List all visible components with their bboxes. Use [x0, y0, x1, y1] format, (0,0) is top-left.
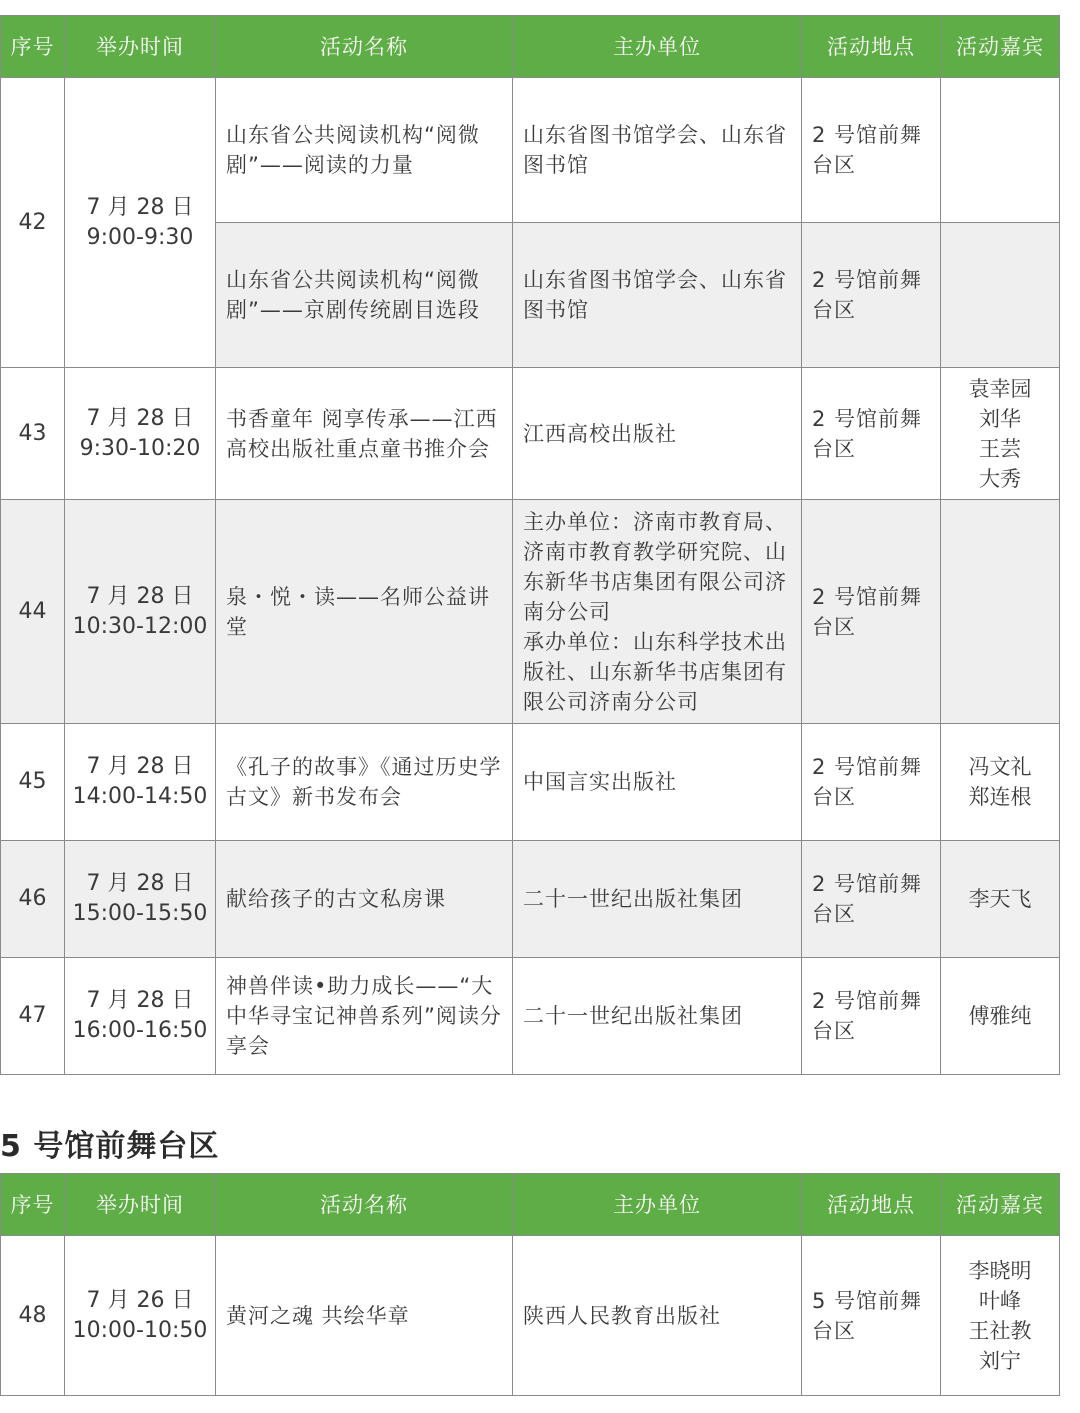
row-venue: 2 号馆前舞台区 [802, 724, 941, 841]
guest-name: 叶峰 [979, 1288, 1021, 1313]
row-venue: 2 号馆前舞台区 [802, 841, 941, 958]
row-guest [941, 78, 1060, 223]
header-organizer: 主办单位 [513, 1174, 802, 1236]
header-venue: 活动地点 [802, 1174, 941, 1236]
row-time-range: 16:00-16:50 [72, 1018, 208, 1043]
header-event: 活动名称 [216, 1174, 513, 1236]
row-guest [941, 1236, 1060, 1396]
row-organizer: 江西高校出版社 [513, 368, 802, 500]
schedule-table-hall2 [0, 15, 1060, 1075]
row-time [65, 500, 216, 724]
header-organizer: 主办单位 [513, 16, 802, 78]
row-number: 45 [1, 724, 65, 841]
row-venue: 2 号馆前舞台区 [802, 500, 941, 724]
row-time [65, 724, 216, 841]
row-event-name: 黄河之魂 共绘华章 [216, 1236, 513, 1396]
table-row [1, 841, 1060, 958]
header-time: 举办时间 [65, 1174, 216, 1236]
section-title: 5 号馆前舞台区 [0, 1129, 220, 1164]
row-date: 7 月 26 日 [86, 1287, 194, 1313]
row-organizer: 主办单位：济南市教育局、济南市教育教学研究院、山东新华书店集团有限公司济南分公司 承办单位：山东科学技术出版社、山东新华书店集团有限公司济南分公司 [513, 500, 802, 724]
row-organizer: 二十一世纪出版社集团 [513, 958, 802, 1075]
guest-name: 刘宁 [979, 1348, 1021, 1373]
row-time-range: 9:30-10:20 [79, 435, 201, 461]
row-date: 7 月 28 日 [86, 754, 194, 779]
row-time-range: 14:00-14:50 [72, 784, 208, 809]
header-venue: 活动地点 [802, 16, 941, 78]
guest-name: 大秀 [979, 466, 1021, 491]
row-time-range: 10:30-12:00 [72, 613, 208, 639]
guest-name: 袁幸园 [968, 376, 1032, 401]
row-organizer: 二十一世纪出版社集团 [513, 841, 802, 958]
table-row [1, 368, 1060, 500]
table-row [1, 1236, 1060, 1396]
row-event-name: 书香童年 阅享传承——江西高校出版社重点童书推介会 [216, 368, 513, 500]
row-number: 43 [1, 368, 65, 500]
row-time-range: 9:00-9:30 [86, 224, 194, 250]
row-event-name: 神兽伴读•助力成长——“大中华寻宝记神兽系列”阅读分享会 [216, 958, 513, 1075]
header-no: 序号 [1, 1174, 65, 1236]
row-venue: 5 号馆前舞台区 [802, 1236, 941, 1396]
row-date: 7 月 28 日 [86, 871, 194, 896]
row-number: 47 [1, 958, 65, 1075]
row-organizer: 山东省图书馆学会、山东省图书馆 [513, 223, 802, 368]
guest-name: 李天飞 [968, 887, 1032, 911]
table-row [1, 78, 1060, 223]
header-time: 举办时间 [65, 16, 216, 78]
row-number: 48 [1, 1236, 65, 1396]
row-venue: 2 号馆前舞台区 [802, 78, 941, 223]
guest-name: 王芸 [979, 436, 1021, 461]
row-organizer: 陕西人民教育出版社 [513, 1236, 802, 1396]
row-date: 7 月 28 日 [86, 194, 194, 220]
row-date: 7 月 28 日 [86, 405, 194, 431]
row-organizer: 中国言实出版社 [513, 724, 802, 841]
header-event: 活动名称 [216, 16, 513, 78]
header-guest: 活动嘉宾 [941, 16, 1060, 78]
row-guest [941, 500, 1060, 724]
guest-name: 刘华 [979, 406, 1021, 431]
row-venue: 2 号馆前舞台区 [802, 368, 941, 500]
guest-name: 王社教 [968, 1318, 1032, 1343]
row-number: 44 [1, 500, 65, 724]
row-event-name: 《孔子的故事》《通过历史学古文》新书发布会 [216, 724, 513, 841]
row-guest [941, 841, 1060, 958]
table-row [1, 958, 1060, 1075]
table-header-row [1, 1174, 1060, 1236]
table-header-row [1, 16, 1060, 78]
row-venue: 2 号馆前舞台区 [802, 958, 941, 1075]
guest-name: 李晓明 [968, 1258, 1032, 1283]
schedule-table-hall5 [0, 1173, 1060, 1396]
guest-name: 郑连根 [968, 785, 1032, 809]
guest-name: 傅雅纯 [968, 1004, 1032, 1028]
table-row [1, 500, 1060, 724]
row-number: 46 [1, 841, 65, 958]
row-event-name: 山东省公共阅读机构“阅微剧”——阅读的力量 [216, 78, 513, 223]
row-time [65, 368, 216, 500]
table-row [1, 724, 1060, 841]
row-organizer: 山东省图书馆学会、山东省图书馆 [513, 78, 802, 223]
row-event-name: 山东省公共阅读机构“阅微剧”——京剧传统剧目选段 [216, 223, 513, 368]
row-date: 7 月 28 日 [86, 988, 194, 1013]
row-event-name: 献给孩子的古文私房课 [216, 841, 513, 958]
row-guest [941, 368, 1060, 500]
row-event-name: 泉・悦・读——名师公益讲堂 [216, 500, 513, 724]
row-time-range: 10:00-10:50 [72, 1317, 208, 1343]
header-guest: 活动嘉宾 [941, 1174, 1060, 1236]
row-time [65, 1236, 216, 1396]
row-date: 7 月 28 日 [86, 583, 194, 609]
row-guest [941, 724, 1060, 841]
row-time-range: 15:00-15:50 [72, 901, 208, 926]
row-time [65, 78, 216, 368]
row-guest [941, 223, 1060, 368]
row-time [65, 958, 216, 1075]
row-venue: 2 号馆前舞台区 [802, 223, 941, 368]
row-number: 42 [1, 78, 65, 368]
guest-name: 冯文礼 [968, 755, 1032, 779]
header-no: 序号 [1, 16, 65, 78]
row-guest [941, 958, 1060, 1075]
row-time [65, 841, 216, 958]
